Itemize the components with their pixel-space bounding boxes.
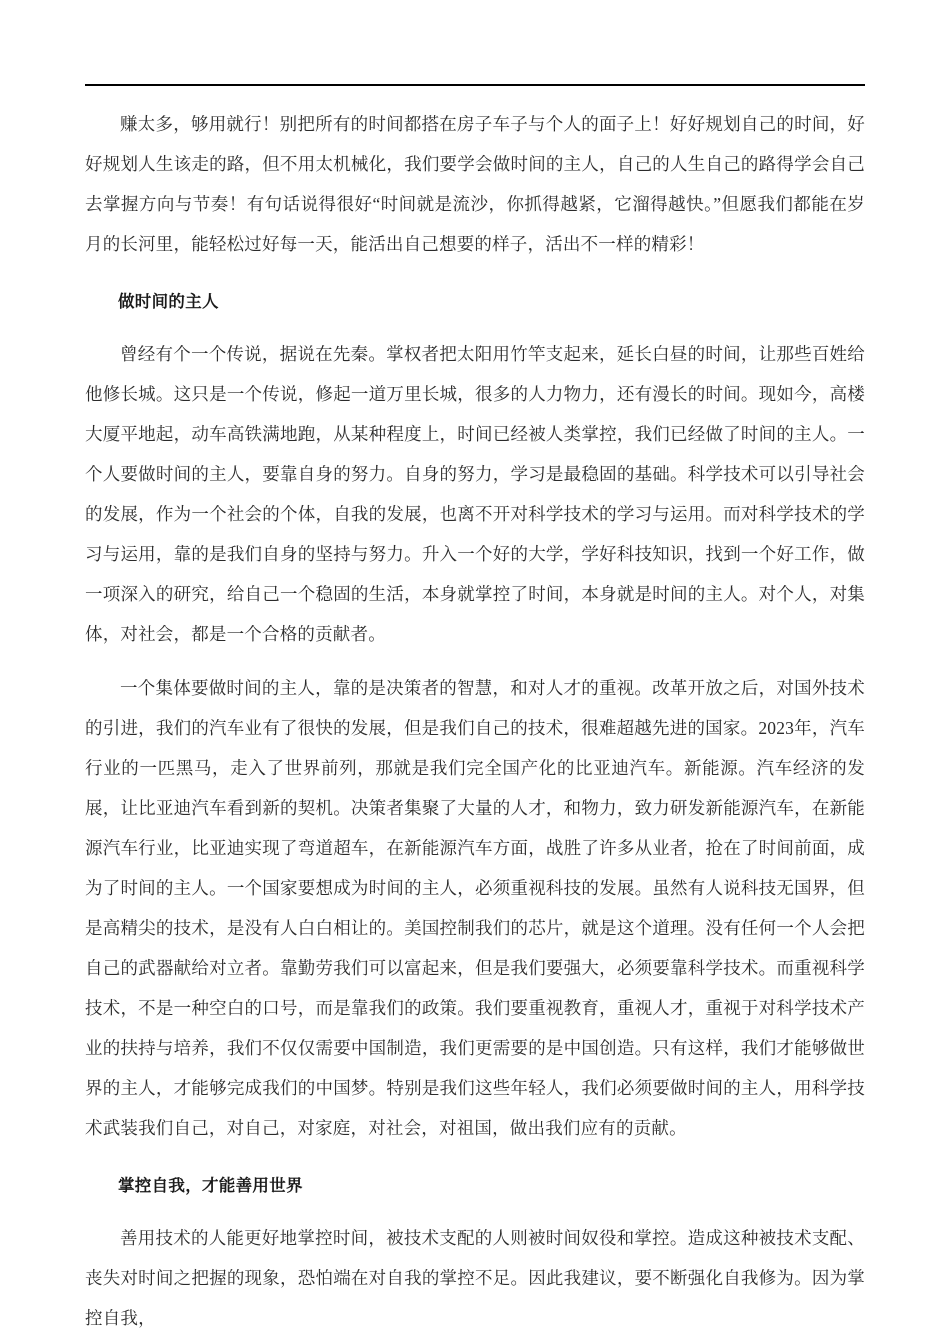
paragraph-1: 赚太多，够用就行！别把所有的时间都搭在房子车子与个人的面子上！好好规划自己的时间，好好规划人生该走的路，但不用太机械化，我们要学会做时间的主人，自己的人生自己的路得学会自己去掌握方向与节奏！有句话说得很好“时间就是流沙，你抓得越紧，它溜得越快。”但愿我们都能在岁月的长河里，能轻松过好每一天，能活出自己想要的样子，活出不一样的精彩！: [85, 114, 865, 254]
spacer: [85, 1206, 865, 1218]
spacer: [85, 264, 865, 282]
paragraph-4: 善用技术的人能更好地掌控时间，被技术支配的人则被时间奴役和掌控。造成这种被技术支配、丧失对时间之把握的现象，恐怕端在对自我的掌控不足。因此我建议，要不断强化自我修为。因为掌控自我，: [85, 1228, 865, 1328]
paragraph-3: 一个集体要做时间的主人，靠的是决策者的智慧，和对人才的重视。改革开放之后，对国外技术的引进，我们的汽车业有了很快的发展，但是我们自己的技术，很难超越先进的国家。2023年，汽车行业的一匹黑马，走入了世界前列，那就是我们完全国产化的比亚迪汽车。新能源。汽车经济的发展，让比亚迪汽车看到新的契机。决策者集聚了大量的人才，和物力，致力研发新能源汽车，在新能源汽车行业，比亚迪实现了弯道超车，在新能源汽车方面，战胜了许多从业者，抢在了时间前面，成为了时间的主人。一个国家要想成为时间的主人，必须重视科技的发展。虽然有人说科技无国界，但是高精尖的技术，是没有人白白相让的。美国控制我们的芯片，就是这个道理。没有任何一个人会把自己的武器献给对立者。靠勤劳我们可以富起来，但是我们要强大，必须要靠科学技术。而重视科学技术，不是一种空白的口号，而是靠我们的政策。我们要重视教育，重视人才，重视于对科学技术产业的扶持与培养，我们不仅仅需要中国制造，我们更需要的是中国创造。只有这样，我们才能够做世界的主人，才能够完成我们的中国梦。特别是我们这些年轻人，我们必须要做时间的主人，用科学技术武装我们自己，对自己，对家庭，对社会，对祖国，做出我们应有的贡献。: [85, 678, 865, 1138]
header-rule: [85, 84, 865, 86]
section-heading-1: 做时间的主人: [118, 292, 219, 311]
document-body: [85, 104, 865, 1338]
section-heading-2: 掌控自我，才能善用世界: [118, 1176, 303, 1195]
spacer: [85, 322, 865, 334]
paragraph-2: 曾经有个一个传说，据说在先秦。掌权者把太阳用竹竿支起来，延长白昼的时间，让那些百姓给他修长城。这只是一个传说，修起一道万里长城，很多的人力物力，还有漫长的时间。现如今，高楼大厦平地起，动车高铁满地跑，从某种程度上，时间已经被人类掌控，我们已经做了时间的主人。一个人要做时间的主人，要靠自身的努力。自身的努力，学习是最稳固的基础。科学技术可以引导社会的发展，作为一个社会的个体，自我的发展，也离不开对科学技术的学习与运用。而对科学技术的学习与运用，靠的是我们自身的坚持与努力。升入一个好的大学，学好科技知识，找到一个好工作，做一项深入的研究，给自己一个稳固的生活，本身就掌控了时间，本身就是时间的主人。对个人，对集体，对社会，都是一个合格的贡献者。: [85, 344, 865, 644]
spacer: [85, 654, 865, 668]
page-header: [85, 60, 865, 86]
spacer: [85, 1148, 865, 1166]
